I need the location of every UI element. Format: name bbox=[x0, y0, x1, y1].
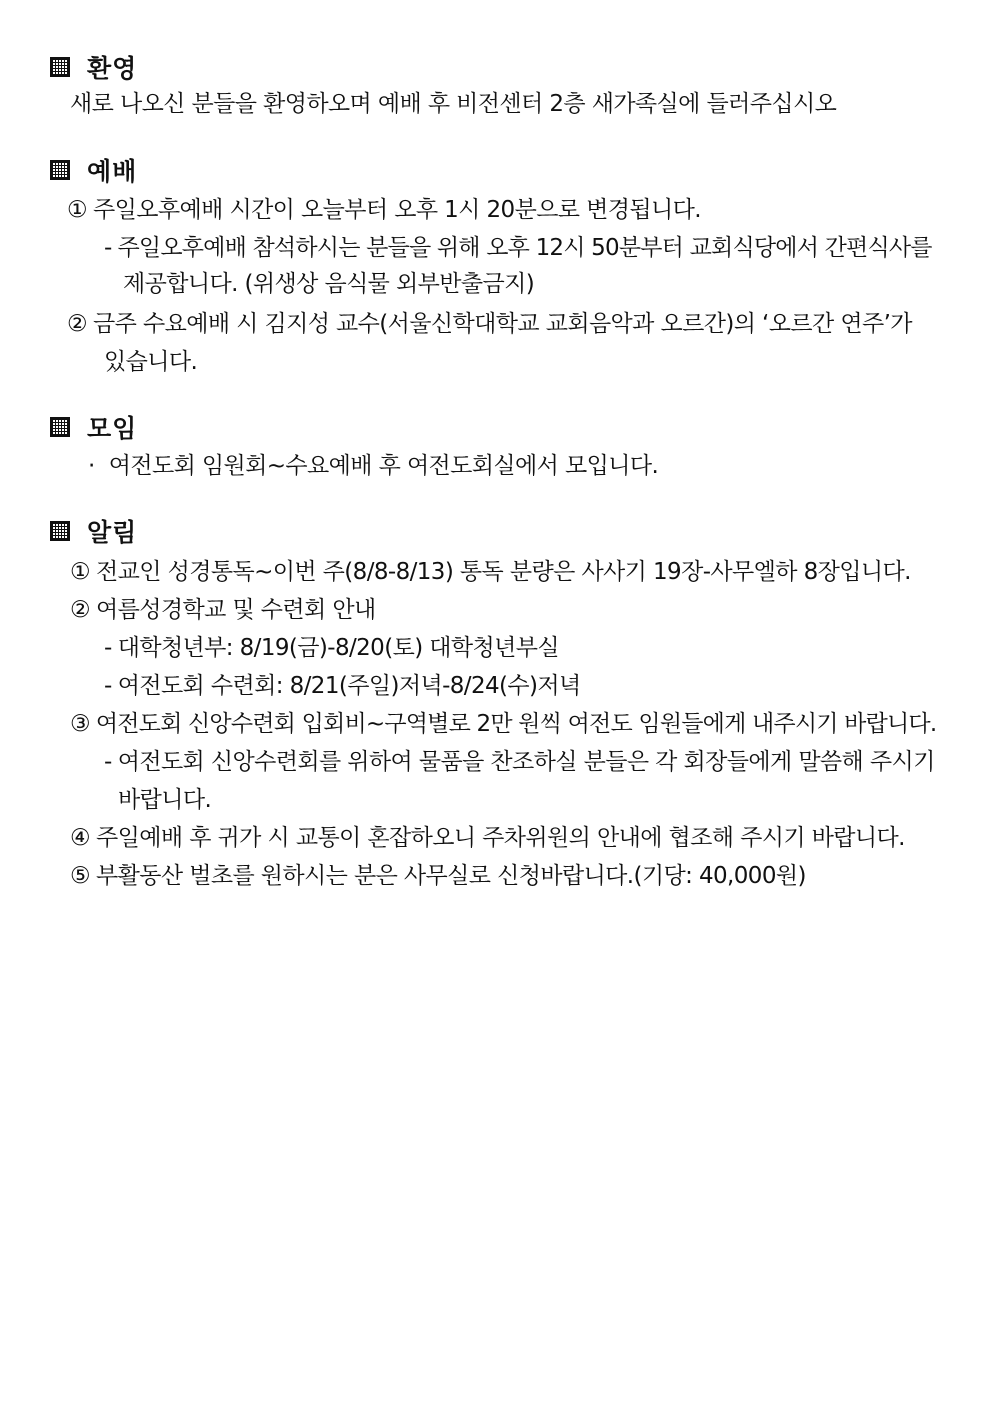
section-title: 예배 bbox=[87, 157, 138, 186]
pattern-square-icon bbox=[50, 160, 70, 180]
section-header-notice bbox=[50, 514, 137, 548]
list-item: ① 주일오후예배 시간이 오늘부터 오후 1시 20분으로 변경됩니다. bbox=[67, 197, 701, 223]
list-item: ② 여름성경학교 및 수련회 안내 bbox=[70, 597, 376, 623]
list-item: - 주일오후예배 참석하시는 분들을 위해 오후 12시 50분부터 교회식당에서 간편식사를 bbox=[104, 235, 932, 261]
list-item: - 대학청년부: 8/19(금)-8/20(토) 대학청년부실 bbox=[104, 635, 559, 661]
list-item-continuation: 제공합니다. (위생상 음식물 외부반출금지) bbox=[123, 271, 535, 297]
list-item: · 여전도회 임원회~수요예배 후 여전도회실에서 모입니다. bbox=[88, 453, 659, 479]
pattern-square-icon bbox=[50, 417, 70, 437]
list-item: - 여전도회 신앙수련회를 위하여 물품을 찬조하실 분들은 각 회장들에게 말씀해 주시기 bbox=[104, 749, 935, 775]
section-header-worship bbox=[50, 153, 137, 187]
section-title: 알림 bbox=[87, 518, 138, 547]
list-item-continuation: 있습니다. bbox=[104, 349, 198, 375]
list-item-continuation: 바랍니다. bbox=[118, 787, 212, 813]
list-item: ⑤ 부활동산 벌초를 원하시는 분은 사무실로 신청바랍니다.(기당: 40,000원) bbox=[70, 863, 806, 889]
section-title: 환영 bbox=[87, 54, 138, 83]
list-item: ① 전교인 성경통독~이번 주(8/8-8/13) 통독 분량은 사사기 19장-사무엘하 8장입니다. bbox=[70, 559, 911, 585]
section-title: 모임 bbox=[87, 414, 138, 443]
section-header-meeting bbox=[50, 410, 137, 444]
list-item: ④ 주일예배 후 귀가 시 교통이 혼잡하오니 주차위원의 안내에 협조해 주시기 바랍니다. bbox=[70, 825, 905, 851]
section-header-welcome bbox=[50, 50, 137, 84]
list-item: - 여전도회 수련회: 8/21(주일)저녁-8/24(수)저녁 bbox=[104, 673, 581, 699]
welcome-text: 새로 나오신 분들을 환영하오며 예배 후 비전센터 2층 새가족실에 들러주십시오 bbox=[70, 91, 837, 117]
list-item: ② 금주 수요예배 시 김지성 교수(서울신학대학교 교회음악과 오르간)의 ‘오르간 연주’가 bbox=[67, 311, 912, 337]
pattern-square-icon bbox=[50, 57, 70, 77]
pattern-square-icon bbox=[50, 521, 70, 541]
list-item: ③ 여전도회 신앙수련회 입회비~구역별로 2만 원씩 여전도 임원들에게 내주시기 바랍니다. bbox=[70, 711, 937, 737]
